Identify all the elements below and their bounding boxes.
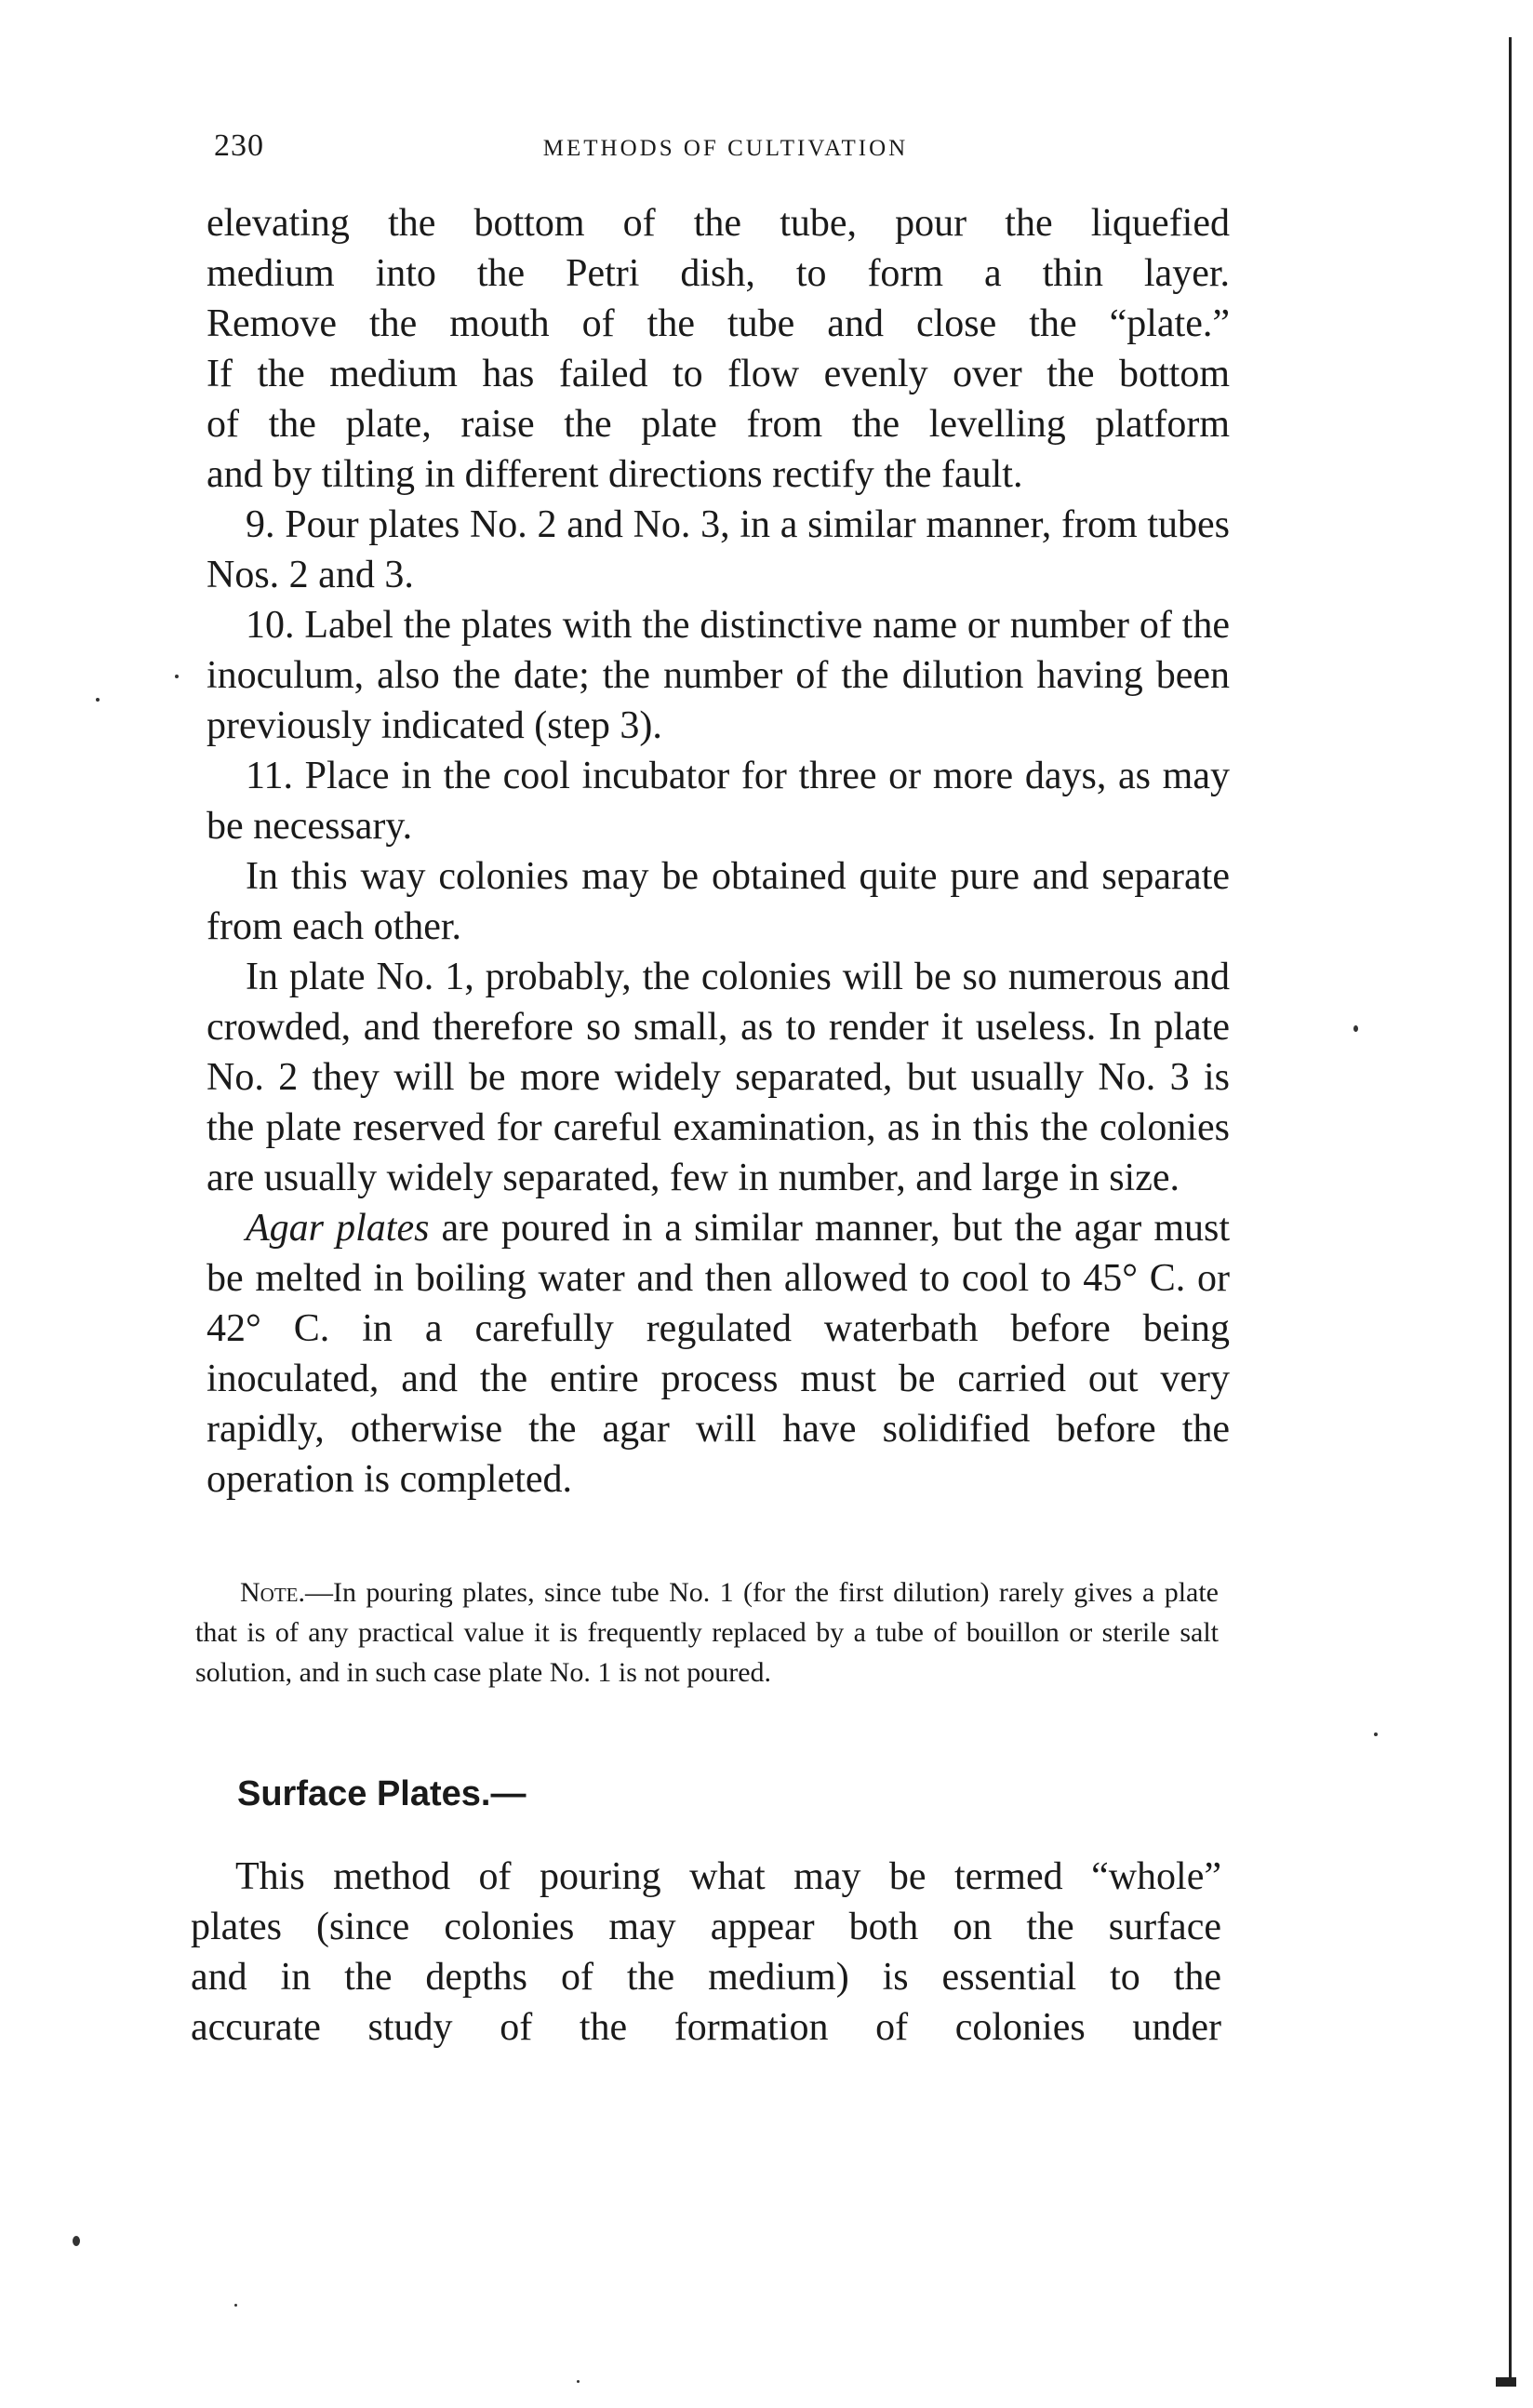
text-line: If the medium has failed to flow evenly over the bottom xyxy=(207,353,1230,395)
page-header xyxy=(214,128,1237,175)
scan-margin-mark xyxy=(1496,2377,1516,2387)
text-line: of the plate, raise the plate from the levelling platform xyxy=(207,403,1230,446)
text-line: Remove the mouth of the tube and close the “plate.” xyxy=(207,302,1230,345)
step-11: 11. Place in the cool incubator for three or more days, as may be necessary. xyxy=(207,755,1230,848)
note-label: Note. xyxy=(240,1577,305,1608)
scan-speck xyxy=(234,2304,237,2307)
paragraph-agar-plates xyxy=(207,1203,1230,1505)
scan-speck xyxy=(175,675,179,678)
text-line: and in the depths of the medium) is essential to the xyxy=(191,1956,1221,1999)
text-line: elevating the bottom of the tube, pour the liquefied xyxy=(207,202,1230,245)
scan-speck xyxy=(73,2236,80,2246)
paragraph-colonies-pure: In this way colonies may be obtained quite pure and separate from each other. xyxy=(207,855,1230,948)
scan-speck xyxy=(1353,1025,1358,1032)
section-heading: Surface Plates.— xyxy=(237,1774,527,1813)
scan-speck xyxy=(1374,1732,1378,1736)
scan-speck xyxy=(577,2380,580,2383)
section-text xyxy=(191,1852,1221,2053)
text-line: medium into the Petri dish, to form a thin layer. xyxy=(207,252,1230,295)
text-line: plates (since colonies may appear both on the surface xyxy=(191,1906,1221,1948)
running-title: METHODS OF CULTIVATION xyxy=(542,136,909,161)
page-number: 230 xyxy=(214,128,264,163)
text-line: accurate study of the formation of colonies under xyxy=(191,2006,1221,2049)
scan-margin-line xyxy=(1509,37,1512,2382)
agar-plates-term: Agar plates xyxy=(246,1207,430,1250)
agar-plates-text: are poured in a similar manner, but the agar must be melted in boiling water and then allowed to cool to 45° C. or 42° C. in a carefully regulated waterbath before being inoculated, and the entire process must be carried out very rapidly, otherwise the agar will have solidified before the operation is completed. xyxy=(207,1207,1231,1501)
step-9: 9. Pour plates No. 2 and No. 3, in a similar manner, from tubes Nos. 2 and 3. xyxy=(207,503,1230,596)
footnote xyxy=(195,1572,1219,1692)
note-text: —In pouring plates, since tube No. 1 (for the first dilution) rarely gives a plate that is of any practical value it is frequently replaced by a tube of bouillon or sterile salt solution, and in such case plate No. 1 is not poured. xyxy=(195,1577,1219,1688)
text-line: and by tilting in different directions rectify the fault. xyxy=(207,453,1023,496)
scan-speck xyxy=(96,698,100,702)
step-10: 10. Label the plates with the distinctive name or number of the inoculum, also the date; the number of the dilution having been previously indicated (step 3). xyxy=(207,604,1230,747)
paragraph-plate-no-1: In plate No. 1, probably, the colonies will be so numerous and crowded, and therefore so small, as to render it useless. In plate No. 2 they will be more widely separated, but usually No. 3 is the plate reserved for careful examination, as in this the colonies are usually widely separated, few in number, and large in size. xyxy=(207,956,1230,1199)
text-line: This method of pouring what may be termed “whole” xyxy=(235,1855,1221,1898)
main-text xyxy=(207,198,1230,1505)
